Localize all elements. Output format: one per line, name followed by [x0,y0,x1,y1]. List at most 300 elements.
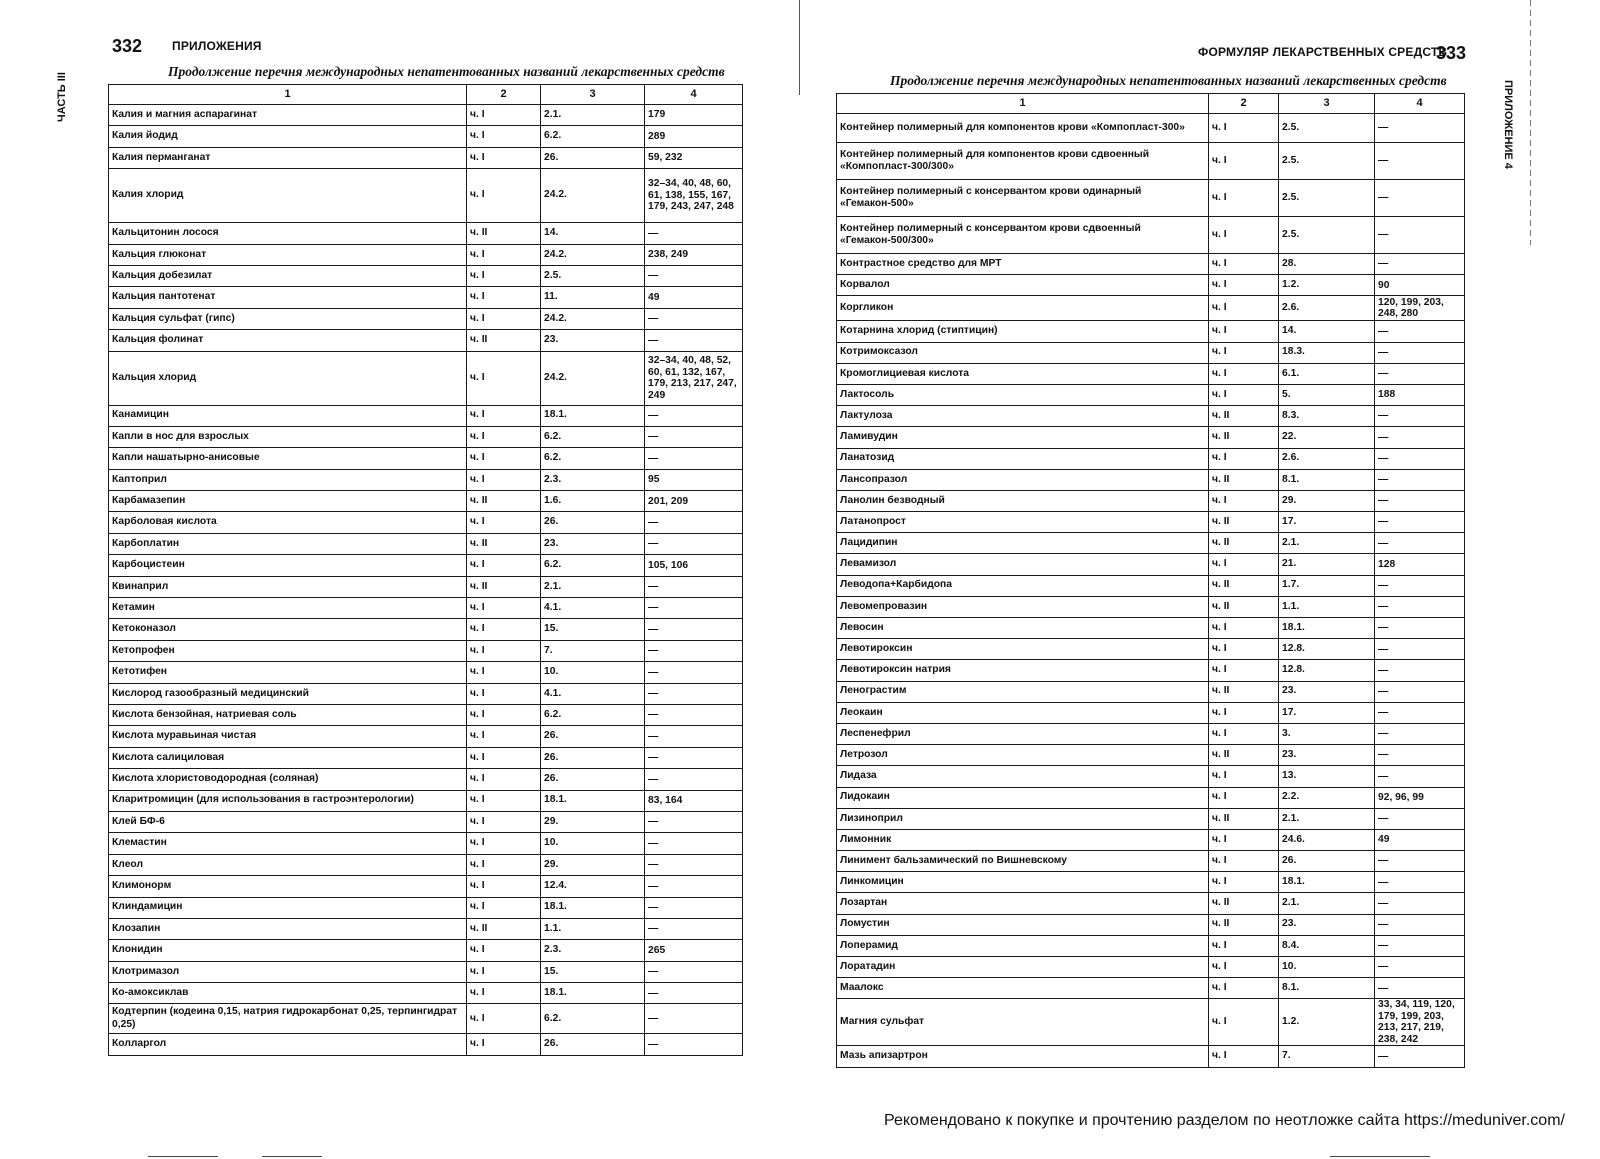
part-cell: ч. I [467,448,541,469]
pages-cell: 49 [645,287,743,308]
part-cell: ч. I [1209,296,1279,321]
drug-name-cell: Лидокаин [837,787,1209,808]
drug-name-cell: Кальция хлорид [109,351,467,405]
table-row [837,275,1465,296]
pages-cell: — [1375,180,1465,217]
drug-name-cell: Канамицин [109,405,467,426]
table-row [109,244,743,265]
pages-cell: — [645,640,743,661]
part-cell: ч. II [1209,406,1279,427]
part-cell: ч. I [1209,384,1279,405]
section-cell: 2.1. [541,105,645,126]
part-cell: ч. I [467,897,541,918]
section-cell: 12.4. [541,876,645,897]
table-row [837,999,1465,1046]
section-cell: 2.3. [541,940,645,961]
table-row [109,790,743,811]
pages-cell: — [1375,321,1465,342]
part-cell: ч. I [1209,114,1279,143]
section-cell: 28. [1279,254,1375,275]
drug-name-cell: Кларитромицин (для использования в гастроэнтерологии) [109,790,467,811]
part-cell: ч. I [1209,872,1279,893]
pages-cell: — [1375,427,1465,448]
section-cell: 24.6. [1279,829,1375,850]
table-row [109,918,743,939]
pages-cell: — [1375,448,1465,469]
part-cell: ч. II [1209,745,1279,766]
section-cell: 18.1. [541,897,645,918]
table-row [109,469,743,490]
part-cell: ч. I [467,265,541,286]
table-row [837,217,1465,254]
section-cell: 23. [541,533,645,554]
section-cell: 8.1. [1279,978,1375,999]
drug-name-cell: Кетотифен [109,662,467,683]
part-cell: ч. II [467,330,541,351]
table-row [109,330,743,351]
part-cell: ч. I [467,308,541,329]
pages-cell: — [645,598,743,619]
part-cell: ч. I [467,726,541,747]
pages-cell: — [1375,1046,1465,1067]
table-header-row [837,94,1465,114]
pages-cell: — [1375,217,1465,254]
pages-cell: — [645,1004,743,1034]
part-cell: ч. I [1209,342,1279,363]
table-row [837,363,1465,384]
drug-name-cell: Лактосоль [837,384,1209,405]
pages-cell: — [645,811,743,832]
part-cell: ч. I [467,405,541,426]
pages-cell: — [1375,681,1465,702]
section-cell: 10. [541,662,645,683]
part-cell: ч. I [467,833,541,854]
column-header-2: 2 [467,85,541,105]
part-cell: ч. II [1209,681,1279,702]
drug-name-cell: Магния сульфат [837,999,1209,1046]
part-cell: ч. I [467,426,541,447]
table-row [837,660,1465,681]
section-cell: 6.2. [541,448,645,469]
drug-name-cell: Квинаприл [109,576,467,597]
table-row [109,833,743,854]
table-row [837,745,1465,766]
part-cell: ч. I [1209,829,1279,850]
drug-name-cell: Ланолин безводный [837,490,1209,511]
section-cell: 24.2. [541,351,645,405]
pages-cell: 265 [645,940,743,961]
drug-name-cell: Клиндамицин [109,897,467,918]
pages-cell: 120, 199, 203, 248, 280 [1375,296,1465,321]
section-cell: 17. [1279,512,1375,533]
drug-name-cell: Ланатозид [837,448,1209,469]
drug-name-cell: Контрастное средство для МРТ [837,254,1209,275]
part-cell: ч. I [467,169,541,223]
section-cell: 1.7. [1279,575,1375,596]
drug-name-cell: Контейнер полимерный для компонентов крови сдвоенный «Компопласт-300/300» [837,143,1209,180]
table-row [109,876,743,897]
drug-name-cell: Клемастин [109,833,467,854]
part-cell: ч. II [467,223,541,244]
pages-cell: 59, 232 [645,147,743,168]
table-row [837,787,1465,808]
pages-cell: 90 [1375,275,1465,296]
section-cell: 12.8. [1279,639,1375,660]
table-row [109,640,743,661]
drug-name-cell: Колларгол [109,1034,467,1055]
section-cell: 8.3. [1279,406,1375,427]
table-row [837,639,1465,660]
table-row [837,935,1465,956]
column-header-4: 4 [645,85,743,105]
drug-name-cell: Котримоксазол [837,342,1209,363]
table-row [109,351,743,405]
drug-name-cell: Капли нашатырно-анисовые [109,448,467,469]
page-edge-tab [1530,0,1531,245]
pages-cell: 128 [1375,554,1465,575]
part-cell: ч. I [1209,766,1279,787]
part-cell: ч. I [1209,363,1279,384]
table-row [837,829,1465,850]
table-row [837,321,1465,342]
section-cell: 5. [1279,384,1375,405]
table-row [837,851,1465,872]
table-row [109,126,743,147]
drug-name-cell: Коргликон [837,296,1209,321]
pages-cell: — [645,704,743,725]
part-cell: ч. I [467,790,541,811]
pages-cell: — [645,448,743,469]
section-cell: 6.2. [541,1004,645,1034]
page-rule [1330,1156,1430,1157]
section-cell: 18.3. [1279,342,1375,363]
pages-cell: — [645,512,743,533]
column-header-3: 3 [1279,94,1375,114]
drug-name-cell: Карбамазепин [109,491,467,512]
part-cell: ч. I [467,876,541,897]
drug-name-cell: Кальцитонин лосося [109,223,467,244]
column-header-1: 1 [837,94,1209,114]
table-row [109,1004,743,1034]
pages-cell: 188 [1375,384,1465,405]
drug-name-cell: Ломустин [837,914,1209,935]
section-cell: 11. [541,287,645,308]
page-rule [148,1156,218,1157]
section-cell: 6.1. [1279,363,1375,384]
section-cell: 26. [1279,851,1375,872]
part-cell: ч. I [1209,957,1279,978]
table-row [837,512,1465,533]
part-cell: ч. I [1209,851,1279,872]
part-cell: ч. I [467,640,541,661]
part-cell: ч. I [1209,275,1279,296]
table-row [109,1034,743,1055]
section-cell: 6.2. [541,126,645,147]
section-cell: 1.2. [1279,275,1375,296]
section-cell: 8.1. [1279,469,1375,490]
drug-name-cell: Левосин [837,618,1209,639]
part-cell: ч. I [467,287,541,308]
section-cell: 3. [1279,723,1375,744]
drug-name-cell: Лозартан [837,893,1209,914]
pages-cell: — [645,726,743,747]
pages-cell: — [1375,978,1465,999]
part-cell: ч. I [467,683,541,704]
section-cell: 2.5. [1279,217,1375,254]
table-row [109,619,743,640]
part-cell: ч. I [467,961,541,982]
pages-cell: — [1375,575,1465,596]
pages-cell: — [645,769,743,790]
section-cell: 6.2. [541,555,645,576]
section-cell: 26. [541,512,645,533]
pages-cell: — [1375,872,1465,893]
part-cell: ч. I [1209,490,1279,511]
footer-note: Рекомендовано к покупке и прочтению разделом по неотложке сайта https://meduniver.com/ [884,1112,1565,1129]
drug-name-cell: Калия перманганат [109,147,467,168]
table-row [837,808,1465,829]
table-row [837,596,1465,617]
section-cell: 4.1. [541,598,645,619]
part-cell: ч. I [1209,702,1279,723]
pages-cell: — [1375,893,1465,914]
table-row [109,940,743,961]
table-row [837,342,1465,363]
part-cell: ч. I [1209,978,1279,999]
part-cell: ч. I [467,811,541,832]
part-cell: ч. I [1209,935,1279,956]
section-cell: 2.5. [1279,114,1375,143]
column-header-4: 4 [1375,94,1465,114]
drug-name-cell: Леводопа+Карбидопа [837,575,1209,596]
pages-cell: — [1375,808,1465,829]
part-cell: ч. I [1209,217,1279,254]
section-cell: 17. [1279,702,1375,723]
drug-name-cell: Кетопрофен [109,640,467,661]
drug-name-cell: Кислота салициловая [109,747,467,768]
pages-cell: — [1375,114,1465,143]
part-cell: ч. I [467,983,541,1004]
drug-name-cell: Контейнер полимерный для компонентов крови «Компопласт-300» [837,114,1209,143]
table-header-row [109,85,743,105]
drug-name-cell: Калия и магния аспарагинат [109,105,467,126]
part-cell: ч. I [467,512,541,533]
pages-cell: — [645,683,743,704]
section-cell: 15. [541,619,645,640]
part-cell: ч. I [467,469,541,490]
drug-name-cell: Котарнина хлорид (стиптицин) [837,321,1209,342]
pages-cell: — [645,265,743,286]
pages-cell: 289 [645,126,743,147]
pages-cell: — [645,426,743,447]
section-cell: 2.1. [541,576,645,597]
drug-name-cell: Мазь апизартрон [837,1046,1209,1067]
table-row [109,287,743,308]
section-cell: 10. [541,833,645,854]
pages-cell: — [1375,533,1465,554]
table-row [837,957,1465,978]
section-cell: 26. [541,726,645,747]
section-cell: 18.1. [541,405,645,426]
table-row [109,512,743,533]
drug-name-cell: Леспенефрил [837,723,1209,744]
section-cell: 24.2. [541,244,645,265]
part-cell: ч. I [1209,618,1279,639]
pages-cell: — [1375,618,1465,639]
drug-name-cell: Ко-амоксиклав [109,983,467,1004]
pages-cell: 105, 106 [645,555,743,576]
pages-cell: 238, 249 [645,244,743,265]
pages-cell: — [1375,914,1465,935]
section-cell: 2.1. [1279,533,1375,554]
table-row [109,897,743,918]
table-row [837,180,1465,217]
part-cell: ч. II [467,918,541,939]
part-cell: ч. I [467,105,541,126]
table-row [109,747,743,768]
table-row [109,769,743,790]
drug-name-cell: Корвалол [837,275,1209,296]
table-row [109,662,743,683]
section-cell: 24.2. [541,308,645,329]
pages-cell: — [1375,957,1465,978]
table-row [837,469,1465,490]
table-row [837,254,1465,275]
part-cell: ч. II [1209,575,1279,596]
drug-name-cell: Лансопразол [837,469,1209,490]
table-row [837,427,1465,448]
part-cell: ч. I [467,769,541,790]
part-cell: ч. I [467,704,541,725]
part-cell: ч. I [467,1004,541,1034]
part-cell: ч. I [467,619,541,640]
pages-cell: — [645,833,743,854]
section-cell: 12.8. [1279,660,1375,681]
section-cell: 6.2. [541,426,645,447]
drug-name-cell: Ленограстим [837,681,1209,702]
section-cell: 23. [1279,745,1375,766]
table-row [837,296,1465,321]
pages-cell: 33, 34, 119, 120, 179, 199, 203, 213, 217, 219, 238, 242 [1375,999,1465,1046]
right-page [800,0,1600,1159]
table-row [109,169,743,223]
drug-name-cell: Лизиноприл [837,808,1209,829]
pages-cell: — [1375,766,1465,787]
drug-name-cell: Кальция пантотенат [109,287,467,308]
pages-cell: — [645,330,743,351]
table-row [109,811,743,832]
part-cell: ч. II [467,491,541,512]
part-cell: ч. II [1209,512,1279,533]
pages-cell: — [1375,512,1465,533]
part-cell: ч. II [467,576,541,597]
table-row [109,223,743,244]
part-cell: ч. I [1209,321,1279,342]
drug-name-cell: Кромоглициевая кислота [837,363,1209,384]
page-rule [262,1156,322,1157]
pages-cell: — [645,619,743,640]
table-row [109,683,743,704]
part-cell: ч. I [467,940,541,961]
part-cell: ч. I [1209,554,1279,575]
part-cell: ч. II [1209,469,1279,490]
pages-cell: — [1375,851,1465,872]
table-row [837,384,1465,405]
drug-name-cell: Карбоплатин [109,533,467,554]
pages-cell: — [1375,639,1465,660]
drug-name-cell: Лидаза [837,766,1209,787]
table-row [109,726,743,747]
page-number: 332 [112,36,143,56]
pages-cell: — [1375,660,1465,681]
section-cell: 29. [541,854,645,875]
drug-name-cell: Калия йодид [109,126,467,147]
section-cell: 23. [1279,914,1375,935]
drug-name-cell: Кислота хлористоводородная (соляная) [109,769,467,790]
section-cell: 18.1. [541,983,645,1004]
pages-cell: — [1375,342,1465,363]
drug-name-cell: Лимонник [837,829,1209,850]
pages-cell: — [645,533,743,554]
section-cell: 4.1. [541,683,645,704]
drug-name-cell: Левотироксин натрия [837,660,1209,681]
pages-cell: — [1375,745,1465,766]
section-cell: 2.5. [541,265,645,286]
table-caption: Продолжение перечня международных непатентованных названий лекарственных средств [168,64,725,79]
pages-cell: — [645,876,743,897]
pages-cell: 32–34, 40, 48, 60, 61, 138, 155, 167, 179, 243, 247, 248 [645,169,743,223]
drug-name-cell: Карбоцистеин [109,555,467,576]
table-row [109,598,743,619]
section-cell: 26. [541,1034,645,1055]
pages-cell: 95 [645,469,743,490]
table-row [837,575,1465,596]
part-cell: ч. I [1209,787,1279,808]
drug-name-cell: Леокаин [837,702,1209,723]
pages-cell: 92, 96, 99 [1375,787,1465,808]
table-row [837,766,1465,787]
column-header-2: 2 [1209,94,1279,114]
part-cell: ч. I [467,662,541,683]
pages-cell: — [1375,723,1465,744]
pages-cell: 201, 209 [645,491,743,512]
pages-cell: — [1375,363,1465,384]
table-row [837,872,1465,893]
drug-name-cell: Клей БФ-6 [109,811,467,832]
part-cell: ч. I [467,854,541,875]
drug-name-cell: Кетамин [109,598,467,619]
table-row [837,448,1465,469]
drug-name-cell: Левамизол [837,554,1209,575]
section-cell: 6.2. [541,704,645,725]
section-cell: 29. [1279,490,1375,511]
table-row [109,854,743,875]
table-row [837,893,1465,914]
table-row [109,555,743,576]
section-cell: 10. [1279,957,1375,978]
column-header-3: 3 [541,85,645,105]
pages-cell: — [645,576,743,597]
drug-name-cell: Контейнер полимерный с консервантом крови одинарный «Гемакон-500» [837,180,1209,217]
drug-name-cell: Капли в нос для взрослых [109,426,467,447]
drug-name-cell: Кальция добезилат [109,265,467,286]
section-cell: 1.1. [541,918,645,939]
part-cell: ч. I [467,747,541,768]
section-cell: 2.2. [1279,787,1375,808]
pages-cell: — [645,747,743,768]
drug-name-cell: Лоратадин [837,957,1209,978]
pages-cell: — [1375,406,1465,427]
